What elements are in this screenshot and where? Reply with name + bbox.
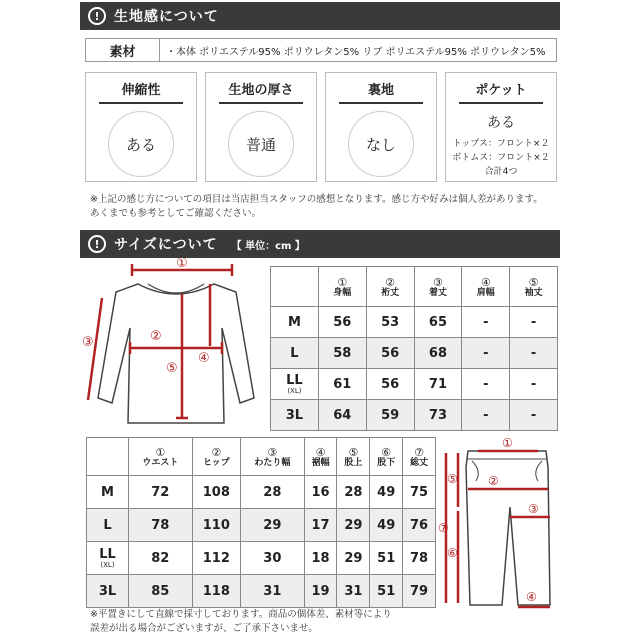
table-cell: 29 — [241, 509, 305, 542]
table-corner — [271, 267, 319, 307]
card-value: ある — [125, 135, 156, 154]
material-label: 素材 — [86, 39, 160, 61]
section-header-fabric — [80, 2, 560, 30]
table-cell: - — [510, 307, 558, 338]
table-cell: 49 — [370, 509, 403, 542]
table-cell: 76 — [403, 509, 436, 542]
size-label: 3L — [87, 575, 129, 608]
size-label: 3L — [271, 400, 319, 431]
table-cell: 59 — [366, 400, 414, 431]
table-row — [87, 575, 436, 608]
card-lining — [325, 72, 437, 182]
table-col-header: ⑥ 股下 — [370, 438, 403, 476]
note-feel — [90, 193, 543, 221]
table-cell: 56 — [318, 307, 366, 338]
table-cell: 64 — [318, 400, 366, 431]
card-value-circle — [348, 111, 414, 177]
shirt-label-2: ② — [150, 329, 162, 344]
card-pocket — [445, 72, 557, 182]
pants-label-6: ⑥ — [447, 546, 458, 560]
note-line: ※上記の感じ方についての項目は当店担当スタッフの感想となります。感じ方や好みは個人差があります。 — [90, 194, 543, 205]
pants-label-3: ③ — [528, 502, 539, 516]
table-row — [87, 509, 436, 542]
table-cell: - — [510, 369, 558, 400]
material-row — [85, 38, 557, 62]
table-col-header: ⑦ 総丈 — [403, 438, 436, 476]
note-line: ※平置きにして直線で採寸しております。商品の個体差、素材等により — [90, 609, 392, 620]
table-header-row — [87, 438, 436, 476]
size-label: M — [271, 307, 319, 338]
table-col-header: ⑤ 股上 — [337, 438, 370, 476]
table-header-row — [271, 267, 558, 307]
bottom-size-table — [86, 437, 436, 608]
exclamation-icon: ! — [88, 235, 106, 253]
table-cell: 82 — [129, 542, 193, 575]
card-value-circle — [108, 111, 174, 177]
shirt-diagram — [82, 258, 272, 433]
pants-label-1: ① — [502, 437, 513, 450]
pants-diagram — [438, 437, 560, 612]
table-col-header: ④ 裾幅 — [304, 438, 337, 476]
size-label: M — [87, 476, 129, 509]
card-value-circle — [228, 111, 294, 177]
card-value: ある — [487, 115, 515, 131]
card-heading: 裏地 — [367, 83, 394, 98]
pocket-detail-bottoms: ボトムス：フロント×２ — [452, 153, 550, 163]
table-cell: - — [462, 338, 510, 369]
table-cell: 16 — [304, 476, 337, 509]
table-cell: 30 — [241, 542, 305, 575]
table-row — [271, 369, 558, 400]
table-row — [271, 307, 558, 338]
exclamation-icon: ! — [88, 7, 106, 25]
card-thickness — [205, 72, 317, 182]
shirt-outline — [98, 284, 254, 423]
table-cell: 56 — [366, 338, 414, 369]
table-cell: 56 — [366, 369, 414, 400]
table-col-header: ③ わたり幅 — [241, 438, 305, 476]
table-cell: 73 — [414, 400, 462, 431]
table-cell: - — [510, 338, 558, 369]
table-cell: 28 — [337, 476, 370, 509]
table-cell: 29 — [337, 542, 370, 575]
section-header-size — [80, 230, 560, 258]
table-row — [87, 476, 436, 509]
table-col-header: ① 身幅 — [318, 267, 366, 307]
shirt-label-3: ③ — [82, 335, 94, 350]
size-label: LL (XL) — [87, 542, 129, 575]
pocket-detail — [446, 137, 556, 179]
table-col-header: ⑤ 袖丈 — [510, 267, 558, 307]
table-col-header: ① ウエスト — [129, 438, 193, 476]
table-cell: 118 — [192, 575, 240, 608]
table-cell: 85 — [129, 575, 193, 608]
table-cell: 31 — [337, 575, 370, 608]
table-cell: 79 — [403, 575, 436, 608]
table-col-header: ④ 肩幅 — [462, 267, 510, 307]
shirt-label-4: ④ — [198, 351, 210, 366]
table-cell: 78 — [403, 542, 436, 575]
table-row — [271, 400, 558, 431]
table-cell: 78 — [129, 509, 193, 542]
table-cell: 28 — [241, 476, 305, 509]
divider — [459, 102, 543, 104]
table-cell: 58 — [318, 338, 366, 369]
pants-label-4: ④ — [526, 590, 537, 604]
note-measure — [90, 608, 392, 636]
table-cell: - — [462, 307, 510, 338]
size-label: LL (XL) — [271, 369, 319, 400]
table-cell: 65 — [414, 307, 462, 338]
top-size-table — [270, 266, 558, 431]
table-corner — [87, 438, 129, 476]
pants-label-5: ⑤ — [447, 472, 458, 486]
table-cell: 51 — [370, 542, 403, 575]
card-value: 普通 — [245, 135, 276, 154]
card-heading: ポケット — [475, 83, 527, 98]
table-cell: 18 — [304, 542, 337, 575]
note-line: あくまでも参考としてご確認ください。 — [90, 208, 262, 219]
table-cell: 31 — [241, 575, 305, 608]
table-col-header: ② 裄丈 — [366, 267, 414, 307]
table-row — [87, 542, 436, 575]
card-stretch — [85, 72, 197, 182]
card-value: なし — [365, 135, 396, 154]
table-cell: 49 — [370, 476, 403, 509]
table-col-header: ③ 着丈 — [414, 267, 462, 307]
section-title: サイズについて — [114, 237, 218, 253]
divider — [99, 102, 183, 104]
table-cell: 71 — [414, 369, 462, 400]
table-cell: - — [462, 369, 510, 400]
table-cell: 53 — [366, 307, 414, 338]
pocket-detail-total: 合計4つ — [484, 167, 518, 177]
card-heading: 伸縮性 — [121, 83, 161, 98]
table-cell: 72 — [129, 476, 193, 509]
table-cell: 110 — [192, 509, 240, 542]
table-row — [271, 338, 558, 369]
shirt-label-5: ⑤ — [166, 361, 178, 376]
table-cell: 29 — [337, 509, 370, 542]
table-cell: - — [462, 400, 510, 431]
table-cell: 17 — [304, 509, 337, 542]
pants-label-2: ② — [488, 474, 499, 488]
section-title: 生地感について — [114, 9, 219, 25]
table-cell: 75 — [403, 476, 436, 509]
table-cell: 68 — [414, 338, 462, 369]
divider — [339, 102, 423, 104]
card-heading: 生地の厚さ — [228, 83, 294, 98]
table-cell: 112 — [192, 542, 240, 575]
table-cell: 51 — [370, 575, 403, 608]
unit-label: 【 単位：cm 】 — [231, 240, 305, 252]
divider — [219, 102, 303, 104]
pants-label-7: ⑦ — [438, 521, 449, 535]
size-label: L — [271, 338, 319, 369]
pocket-detail-tops: トップス：フロント×２ — [452, 139, 550, 149]
table-cell: 108 — [192, 476, 240, 509]
table-col-header: ② ヒップ — [192, 438, 240, 476]
table-cell: 19 — [304, 575, 337, 608]
table-cell: 61 — [318, 369, 366, 400]
table-cell: - — [510, 400, 558, 431]
size-label: L — [87, 509, 129, 542]
shirt-label-1: ① — [176, 258, 188, 271]
note-line: 誤差が出る場合がございますが、ご了承下さいませ。 — [90, 623, 318, 634]
material-value: ・本体 ポリエステル95% ポリウレタン5% リブ ポリエステル95% ポリウレタン5% — [166, 46, 546, 58]
